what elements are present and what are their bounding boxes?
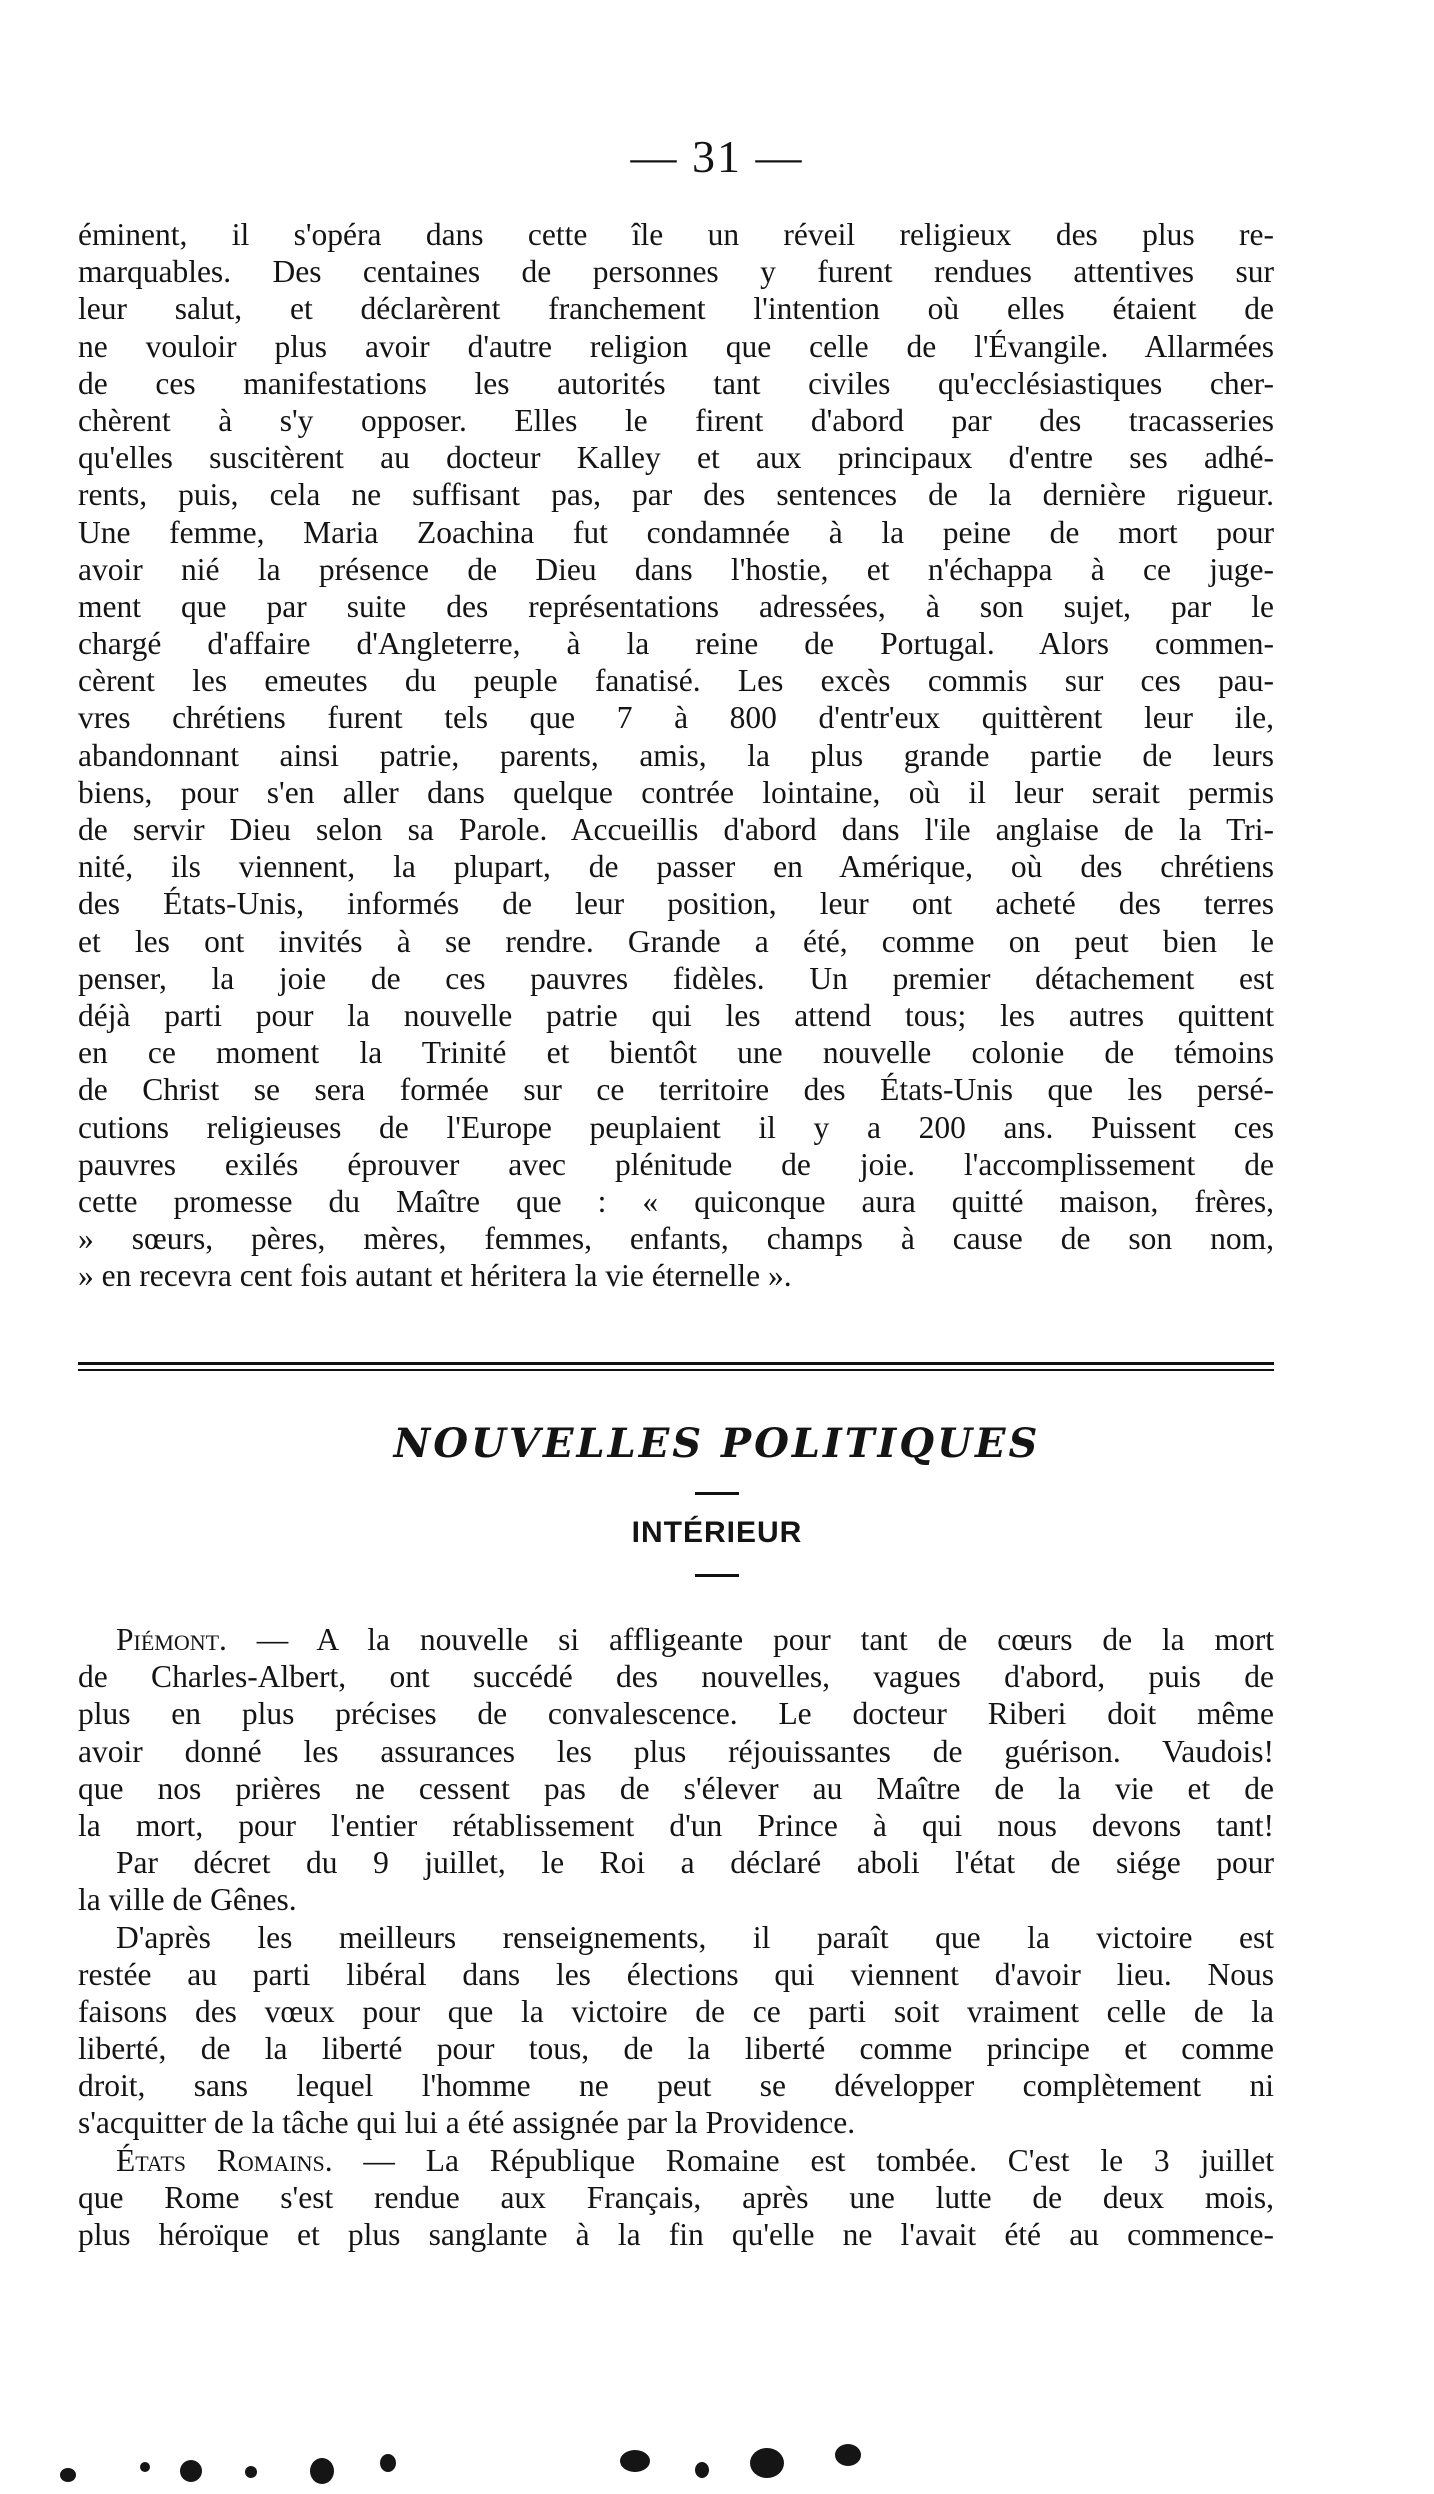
text-line: vres chrétiens furent tels que 7 à 800 d'entr'eux quittèrent leur ile, (78, 700, 1274, 736)
text-line: de Christ se sera formée sur ce territoire des États-Unis que les persé- (78, 1072, 1274, 1108)
text-line: des États-Unis, informés de leur position, leur ont acheté des terres (78, 886, 1274, 922)
text-line: pauvres exilés éprouver avec plénitude de joie. l'accomplissement de (78, 1146, 1274, 1182)
section-divider (78, 1362, 1274, 1371)
text-line: penser, la joie de ces pauvres fidèles. Un premier détachement est (78, 960, 1274, 996)
text-line: que nos prières ne cessent pas de s'élever au Maître de la vie et de (78, 1770, 1274, 1806)
title-rule (695, 1492, 739, 1495)
text-line: rents, puis, cela ne suffisant pas, par des sentences de la dernière rigueur. (78, 477, 1274, 513)
text-line: ne vouloir plus avoir d'autre religion que celle de l'Évangile. Allarmées (78, 328, 1274, 364)
text-line: liberté, de la liberté pour tous, de la liberté comme principe et comme (78, 2031, 1274, 2067)
text-line: en ce moment la Trinité et bientôt une nouvelle colonie de témoins (78, 1035, 1274, 1071)
text-line: qu'elles suscitèrent au docteur Kalley et aux principaux d'entre ses adhé- (78, 440, 1274, 476)
text-line: marquables. Des centaines de personnes y furent rendues attentives sur (78, 254, 1274, 290)
text-line: avoir donné les assurances les plus réjouissantes de guérison. Vaudois! (78, 1733, 1274, 1769)
text-line: droit, sans lequel l'homme ne peut se développer complètement ni (78, 2068, 1274, 2104)
text-line: chèrent à s'y opposer. Elles le firent d'abord par des tracasseries (78, 402, 1274, 438)
text-line: cèrent les emeutes du peuple fanatisé. Les excès commis sur ces pau- (78, 663, 1274, 699)
text-line: ment que par suite des représentations adressées, à son sujet, par le (78, 588, 1274, 624)
text-line: avoir nié la présence de Dieu dans l'hostie, et n'échappa à ce juge- (78, 551, 1274, 587)
text-line: plus en plus précises de convalescence. Le docteur Riberi doit même (78, 1696, 1274, 1732)
text-line: nité, ils viennent, la plupart, de passer en Amérique, où des chrétiens (78, 849, 1274, 885)
text-line: Une femme, Maria Zoachina fut condamnée à la peine de mort pour (78, 514, 1274, 550)
text-line: la mort, pour l'entier rétablissement d'un Prince à qui nous devons tant! (78, 1807, 1274, 1843)
text-line: Piémont. — A la nouvelle si affligeante pour tant de cœurs de la mort (116, 1622, 1274, 1657)
text-line: déjà parti pour la nouvelle patrie qui les attend tous; les autres quittent (78, 997, 1274, 1033)
text-line: faisons des vœux pour que la victoire de ce parti soit vraiment celle de la (78, 1993, 1274, 2029)
text-line: que Rome s'est rendue aux Français, après une lutte de deux mois, (78, 2179, 1274, 2215)
text-line: D'après les meilleurs renseignements, il paraît que la victoire est (116, 1919, 1274, 1955)
text-line: et les ont invités à se rendre. Grande a été, comme on peut bien le (78, 923, 1274, 959)
page-number: — 31 — (630, 131, 804, 182)
section-title: NOUVELLES POLITIQUES (393, 1420, 1041, 1467)
subtitle-rule (695, 1574, 739, 1577)
news-body (78, 1621, 1274, 2253)
text-line: leur salut, et déclarèrent franchement l'intention où elles étaient de (78, 291, 1274, 327)
text-line: cette promesse du Maître que : « quiconque aura quitté maison, frères, (78, 1183, 1274, 1219)
text-line: plus héroïque et plus sanglante à la fin qu'elle ne l'avait été au commence- (78, 2217, 1274, 2252)
region-heading-etats-romains: États Romains. (116, 2142, 333, 2178)
text-line: » en recevra cent fois autant et héritera la vie éternelle ». (78, 1258, 792, 1294)
text-line: biens, pour s'en aller dans quelque contrée lointaine, où il leur serait permis (78, 774, 1274, 810)
text-line: restée au parti libéral dans les élections qui viennent d'avoir lieu. Nous (78, 1956, 1274, 1992)
text-line: de ces manifestations les autorités tant civiles qu'ecclésiastiques cher- (78, 365, 1274, 401)
text-line: de Charles-Albert, ont succédé des nouvelles, vagues d'abord, puis de (78, 1659, 1274, 1695)
region-heading-piemont: Piémont. (116, 1622, 227, 1657)
text-line: États Romains. — La République Romaine est tombée. C'est le 3 juillet (116, 2142, 1274, 2178)
text-line: la ville de Gênes. (78, 1882, 297, 1918)
subsection-title: INTÉRIEUR (631, 1516, 803, 1549)
text-line: abandonnant ainsi patrie, parents, amis, la plus grande partie de leurs (78, 737, 1274, 773)
text-line: s'acquitter de la tâche qui lui a été assignée par la Providence. (78, 2105, 856, 2141)
text-line: » sœurs, pères, mères, femmes, enfants, champs à cause de son nom, (78, 1221, 1274, 1257)
article-continuation (78, 216, 1274, 1294)
text-line: Par décret du 9 juillet, le Roi a déclaré aboli l'état de siége pour (116, 1845, 1274, 1881)
text-line: éminent, il s'opéra dans cette île un réveil religieux des plus re- (78, 217, 1274, 252)
text-line: cutions religieuses de l'Europe peuplaient il y a 200 ans. Puissent ces (78, 1109, 1274, 1145)
ink-specks (40, 2440, 840, 2490)
text-line: chargé d'affaire d'Angleterre, à la reine de Portugal. Alors commen- (78, 626, 1274, 662)
text-line: de servir Dieu selon sa Parole. Accueillis d'abord dans l'ile anglaise de la Tri- (78, 812, 1274, 847)
